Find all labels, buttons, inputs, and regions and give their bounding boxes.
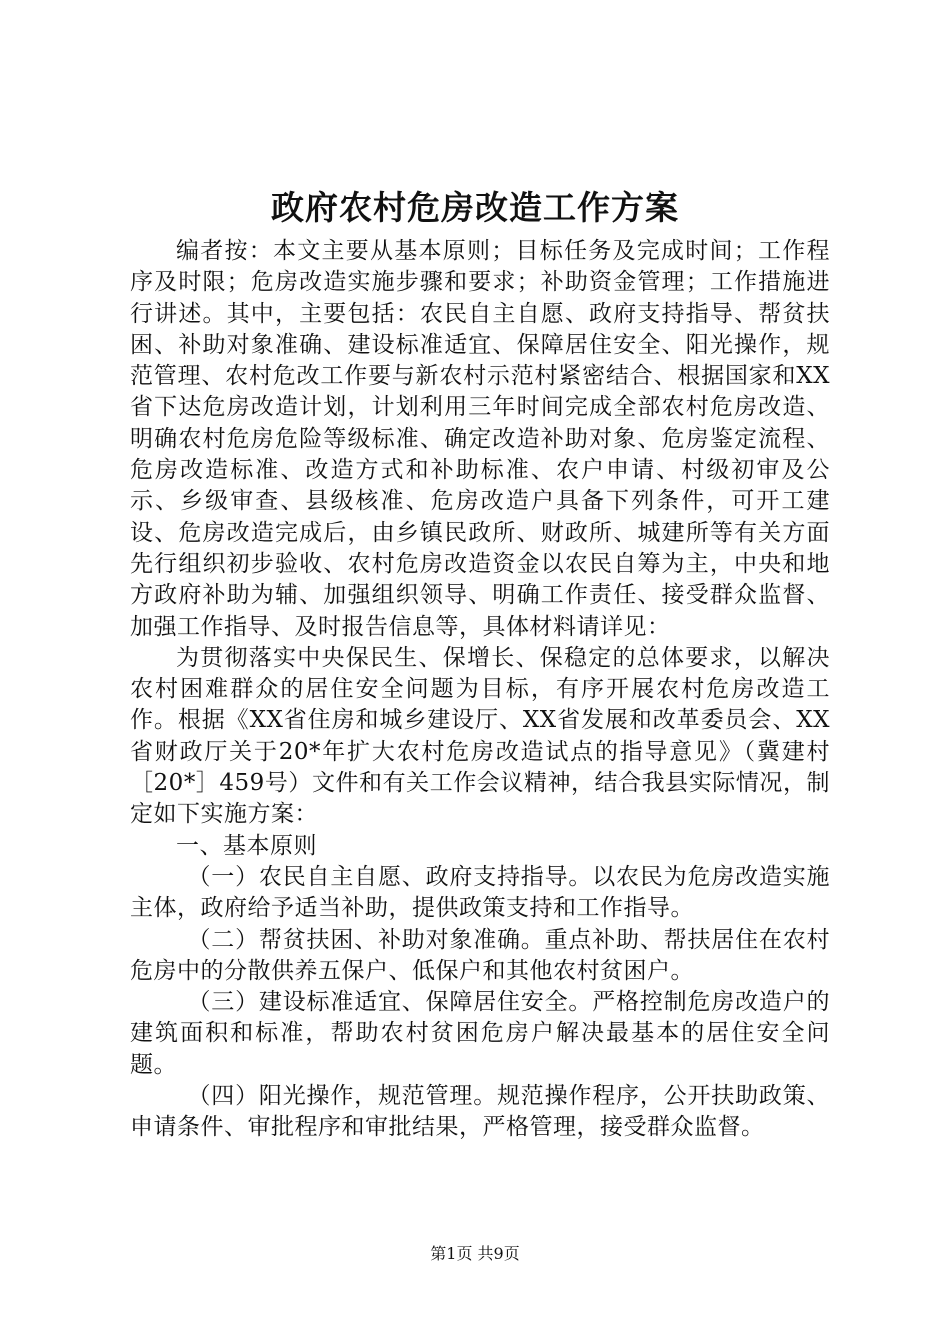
principle-paragraph: （三）建设标准适宜、保障居住安全。严格控制危房改造户的建筑面积和标准，帮助农村贫困危房户解决最基本的居住安全问题。: [130, 989, 830, 1078]
principle-paragraph: （二）帮贫扶困、补助对象准确。重点补助、帮扶居住在农村危房中的分散供养五保户、低保户和其他农村贫困户。: [130, 926, 830, 984]
principle-paragraph: （四）阳光操作，规范管理。规范操作程序，公开扶助政策、申请条件、审批程序和审批结果，严格管理，接受群众监督。: [130, 1083, 830, 1141]
page-number-footer: 第1页 共9页: [430, 1244, 520, 1263]
principle-paragraph: （一）农民自主自愿、政府支持指导。以农民为危房改造实施主体，政府给予适当补助，提供政策支持和工作指导。: [130, 863, 830, 922]
section-heading: 一、基本原则: [176, 832, 317, 859]
document-body: [130, 236, 830, 1144]
editor-note-paragraph: 编者按：本文主要从基本原则；目标任务及完成时间；工作程序及时限；危房改造实施步骤和要求；补助资金管理；工作措施进行讲述。其中，主要包括：农民自主自愿、政府支持指导、帮贫扶困、补助对象准确、建设标准适宜、保障居住安全、阳光操作，规范管理、农村危改工作要与新农村示范村紧密结合、根据国家和XX省下达危房改造计划，计划利用三年时间完成全部农村危房改造、明确农村危房危险等级标准、确定改造补助对象、危房鉴定流程、危房改造标准、改造方式和补助标准、农户申请、村级初审及公示、乡级审查、县级核准、危房改造户具备下列条件，可开工建设、危房改造完成后，由乡镇民政所、财政所、城建所等有关方面先行组织初步验收、农村危房改造资金以农民自筹为主，中央和地方政府补助为辅、加强组织领导、明确工作责任、接受群众监督、加强工作指导、及时报告信息等，具体材料请详见：: [130, 238, 830, 640]
document-title: 政府农村危房改造工作方案: [271, 188, 679, 227]
intro-paragraph: 为贯彻落实中央保民生、保增长、保稳定的总体要求，以解决农村困难群众的居住安全问题为目标，有序开展农村危房改造工作。根据《XX省住房和城乡建设厅、XX省发展和改革委员会、XX省财政厅关于20*年扩大农村危房改造试点的指导意见》（冀建村［20*］459号）文件和有关工作会议精神，结合我县实际情况，制定如下实施方案：: [130, 644, 830, 828]
